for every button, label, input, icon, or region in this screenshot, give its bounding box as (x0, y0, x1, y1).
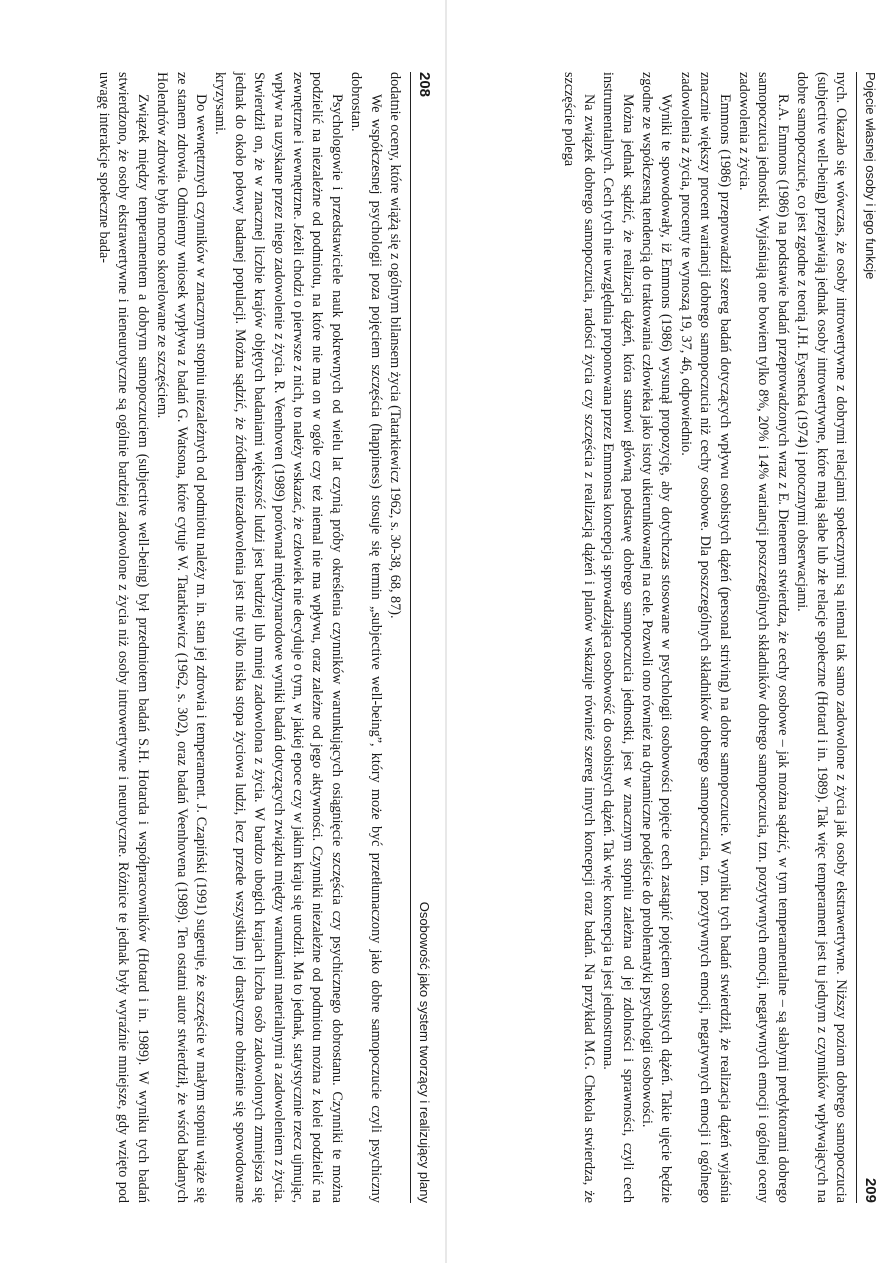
paragraph: Do wewnętrznych czynników w znacznym stopniu niezależnych od podmiotu należy m. in. stan jej zdrowia i temperament. J. Czapiński (1991) sugeruje, że szczęście w małym stopniu wiąże się ze stanem zdrowia. Odmienny wniosek wypływa z badań G. Watsona, które cytuje W. Tatarkiewicz (1962, s. 302), oraz badań Veenhovena (1989). Ten ostatni autor stwierdził, że wśród badanych Holendrów zdrowie było mocno skorelowane ze szczęściem. (154, 72, 209, 1203)
running-head-right: Pojęcie własnej osoby i jego funkcje (863, 72, 879, 280)
paragraph: nych. Okazało się wówczas, że osoby introwertywne z dobrymi relacjami społecznymi są niemal tak samo zadowolone z życia jak osoby ekstrawertywne. Niższy poziom dobrego samopoczucia (subjective well-being) przejawiają jednak osoby introwertywne, które mają słabe lub złe relacje społeczne (Hotard i in. 1989). Tak więc temperament jest tu jednym z czynników wpływających na dobre samopoczucie, co jest zgodne z teorią J.H. Eysencka (1974) i potocznymi obserwacjami. (794, 72, 849, 1203)
page-body-right (559, 72, 850, 1203)
paragraph: dodatnie oceny, które wiążą się z ogólnym bilansem życia (Tatarkiewicz 1962, s. 30-38, 68, 87). (387, 72, 403, 619)
paragraph: Wyniki te spowodowały, iż Emmons (1986) wysunął propozycję, aby dotychczas stosowane w psychologii osobowości pojęcie cech zastąpić pojęciem osobistych dążeń. Takie ujęcie będzie zgodne ze współczesną tendencją do traktowania człowieka jako istoty ukierunkowanej na cele. Pozwoli ono również na dynamiczne podejście do problematyki psychologii osobowości. (638, 72, 675, 1203)
paragraph: Emmons (1986) przeprowadził szereg badań dotyczących wpływu osobistych dążeń (personal striving) na dobre samopoczucie. W wyniku tych badań stwierdził, że realizacja dążeń wyjaśnia znacznie większy procent wariancji dobrego samopoczucia niż cechy osobowe. Dla poszczególnych składników dobrego samopoczucia, tzn. pozytywnych emocji, negatywnych emocji i ogólnego zadowolenia z życia, procenty te wynoszą 19, 37, 46, odpowiednio. (677, 72, 733, 1203)
page-number-right: 209 (862, 1177, 880, 1203)
page-number-left: 208 (416, 72, 434, 98)
page-209 (446, 0, 893, 1263)
page-header-right (856, 72, 885, 1203)
page-header-left (410, 72, 439, 1203)
paragraph: Psychologowie i przedstawiciele nauk pokrewnych od wielu lat czynią próby określenia czynników warunkujących osiągnięcie szczęścia czy psychicznego dobrostanu. Czynniki te można podzielić na niezależne od podmiotu, na które nie ma on w ogóle czy też niemal nie ma wpływu, oraz zależne od jego aktywności. Czynniki niezależne od podmiotu można z kolei podzielić na zewnętrzne i wewnętrzne. Jeżeli chodzi o pierwsze z nich, to należy wskazać, że człowiek nie decyduje o tym, w jakiej epoce czy w jakim kraju się urodził. Ma to jednak, statystycznie rzecz ujmując, wpływ na uzyskane przez niego zadowolenie z życia. R. Veenhoven (1989) porównał międzynarodowe wyniki badań dotyczących związku między warunkami materialnymi a zadowoleniem z życia. Stwierdził on, że w znacznej liczbie krajów objętych badaniami większość ludzi jest bardziej lub mniej zadowolona z życia. W bardzo ubogich krajach liczba osób zadowolonych zmniejsza się jednak do około połowy badanej populacji. Można sądzić, że źródłem niezadowolenia jest nie tylko niska stopa życiowa ludzi, lecz przede wszystkim jej drastyczne obniżenie się spowodowane kryzysami. (212, 72, 345, 1203)
paragraph: Na związek dobrego samopoczucia, radości życia czy szczęścia z realizacją dążeń i planów wskazuje również szereg innych koncepcji oraz badań. Na przykład M.G. Chekola stwierdza, że szczęście polega (561, 72, 597, 1203)
page-body-left (94, 72, 405, 1203)
paragraph: Związek między temperamentem a dobrym samopoczuciem (subjective well-being) był przedmiotem badań S.H. Hotarda i współpracowników (Hotard i in. 1989). W wyniku tych badań stwierdzono, że osoby ekstrawertywne i nieneurotyczne są ogólnie bardziej zadowolone z życia niż osoby introwertywne i neurotyczne. Różnice te jednak były wyraźnie mniejsze, gdy wzięto pod uwagę interakcje społeczne bada- (95, 72, 151, 1203)
paragraph: We współczesnej psychologii poza pojęciem szczęścia (happiness) stosuje się termin „subjective well-being”, który może być przetłumaczony jako dobre samopoczucie czyli psychiczny dobrostan. (348, 72, 384, 1203)
paragraph: R.A. Emmons (1986) na podstawie badań przeprowadzonych wraz z E. Dienerem stwierdza, że cechy osobowe – jak można sądzić, w tym temperamentalne – są słabymi predyktorami dobrego samopoczucia jednostki. Wyjaśniają one bowiem tylko 8%, 20% i 14% wariancji poszczególnych składników dobrego samopoczucia, tzn. pozytywnych emocji, negatywnych emocji i ogólnej oceny zadowolenia z życia. (735, 72, 791, 1203)
paragraph: Można jednak sądzić, że realizacja dążeń, która stanowi główną podstawę dobrego samopoczucia jednostki, jest w znacznym stopniu zależna od jej zdolności i sprawności, czyli cech instrumentalnych. Cech tych nie uwzględnia proponowana przez Emmonsa koncepcja sprowadzająca osobowość do osobistych dążeń. Tak więc koncepcja ta jest jednostronna. (600, 72, 636, 1203)
running-head-left: Osobowość jako system tworzący i realizujący plany (417, 901, 433, 1203)
